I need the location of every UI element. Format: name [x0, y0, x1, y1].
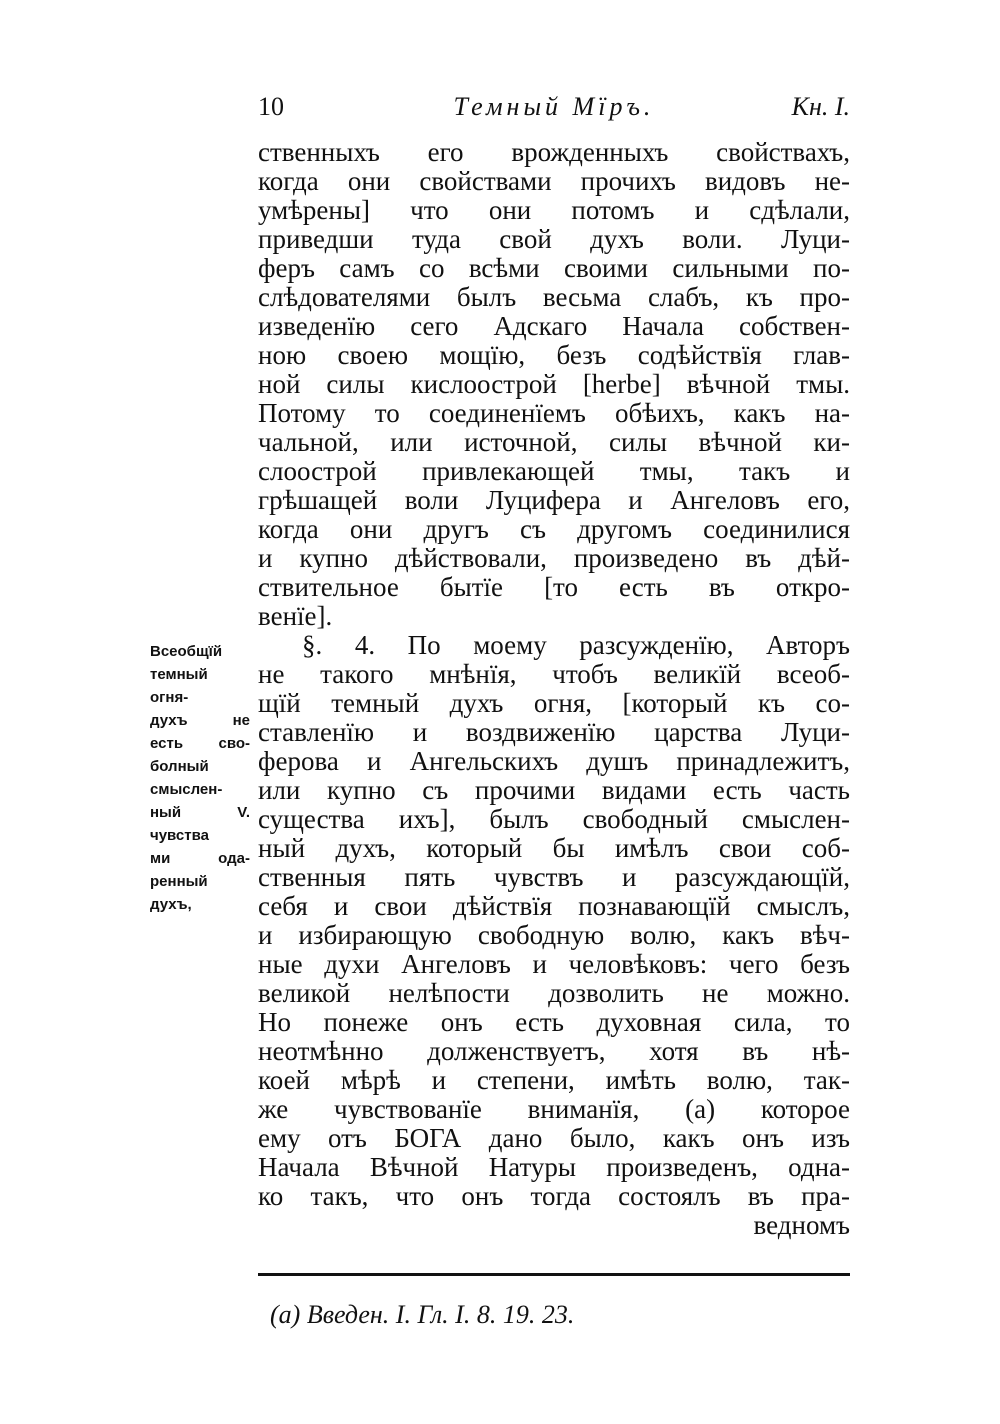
- margin-note-line: огня-: [150, 689, 189, 706]
- running-title: Темный Мїръ.: [453, 92, 655, 121]
- text-line: неотмѣнно долженствуетъ, хотя въ нѣ-: [258, 1037, 850, 1066]
- text-line: умѣрены] что они потомъ и сдѣлали,: [258, 196, 850, 225]
- text-line: грѣшащей воли Луцифера и Ангеловъ его,: [258, 486, 850, 515]
- marginal-note: [150, 640, 250, 916]
- text-line: ко такъ, что онъ тогда состоялъ въ пра-: [258, 1182, 850, 1211]
- text-line: или купно съ прочими видами есть часть: [258, 776, 850, 805]
- text-line: и купно дѣйствовали, произведено въ дѣй-: [258, 544, 850, 573]
- text-line: великой нелѣпости дозволить не можно.: [258, 979, 850, 1008]
- text-line: Начала Вѣчной Натуры произведенъ, одна-: [258, 1153, 850, 1182]
- margin-note-line: болный: [150, 758, 209, 775]
- footnote-divider: [258, 1273, 850, 1276]
- margin-note-line: Всеобщїй: [150, 643, 223, 660]
- text-line: и избирающую свободную волю, какъ вѣч-: [258, 921, 850, 950]
- text-line: ферова и Ангельскихъ душъ принадлежитъ,: [258, 747, 850, 776]
- section-start-line: §. 4. По моему разсужденїю, Авторъ: [302, 631, 850, 660]
- text-line: ствительное бытїе [то есть въ откро-: [258, 573, 850, 602]
- text-line: ною своею мощїю, безъ содѣйствїя глав-: [258, 341, 850, 370]
- text-line: приведши туда свой духъ воли. Луци-: [258, 225, 850, 254]
- margin-note-line: есть сво-: [150, 735, 250, 752]
- margin-note-line: духъ,: [150, 896, 192, 913]
- text-line: коей мѣрѣ и степени, имѣть волю, так-: [258, 1066, 850, 1095]
- text-line: ственныхъ его врожденныхъ свойствахъ,: [258, 138, 850, 167]
- text-line: изведенїю сего Адскаго Начала собствен-: [258, 312, 850, 341]
- margin-note-line: духъ не: [150, 712, 250, 729]
- margin-note-line: ренный: [150, 873, 208, 890]
- margin-note-line: ми ода-: [150, 850, 250, 867]
- text-line: ставленїю и воздвиженїю царства Луци-: [258, 718, 850, 747]
- page-number: 10: [258, 92, 284, 121]
- footnote: (а) Введен. I. Гл. I. 8. 19. 23.: [270, 1300, 575, 1329]
- text-line: ный духъ, который бы имѣлъ свои соб-: [258, 834, 850, 863]
- text-line: себя и свои дѣйствїя познавающїй смыслъ,: [258, 892, 850, 921]
- text-line: когда они свойствами прочихъ видовъ не-: [258, 167, 850, 196]
- text-line: слоострой привлекающей тмы, такъ и: [258, 457, 850, 486]
- text-line: когда они другъ съ другомъ соединилися: [258, 515, 850, 544]
- text-line: существа ихъ], былъ свободный смыслен-: [258, 805, 850, 834]
- catchword: ведномъ: [753, 1211, 850, 1240]
- text-line: венїе].: [258, 602, 333, 631]
- margin-note-line: чувства: [150, 827, 209, 844]
- text-line: не такого мнѣнїя, чтобъ великїй всеоб-: [258, 660, 850, 689]
- margin-note-line: смыслен-: [150, 781, 223, 798]
- margin-note-line: ный V.: [150, 804, 250, 821]
- text-line: щїй темный духъ огня, [который къ со-: [258, 689, 850, 718]
- text-line: феръ самъ со всѣми своими сильными по-: [258, 254, 850, 283]
- text-line: Но понеже онъ есть духовная сила, то: [258, 1008, 850, 1037]
- text-line: слѣдователями былъ весьма слабъ, къ про-: [258, 283, 850, 312]
- book-reference: Кн. I.: [791, 92, 850, 121]
- running-header: [258, 92, 850, 128]
- main-text-block: [258, 138, 850, 1240]
- text-line: Потому то соединенїемъ обѣихъ, какъ на-: [258, 399, 850, 428]
- text-line: ственныя пять чувствъ и разсуждающїй,: [258, 863, 850, 892]
- text-line: чальной, или источной, силы вѣчной ки-: [258, 428, 850, 457]
- text-line: же чувствованїе вниманїя, (а) которое: [258, 1095, 850, 1124]
- text-line: ему отъ БОГА дано было, какъ онъ изъ: [258, 1124, 850, 1153]
- text-line: ные духи Ангеловъ и человѣковъ: чего безъ: [258, 950, 850, 979]
- margin-note-line: темный: [150, 666, 208, 683]
- text-line: ной силы кислоострой [herbe] вѣчной тмы.: [258, 370, 850, 399]
